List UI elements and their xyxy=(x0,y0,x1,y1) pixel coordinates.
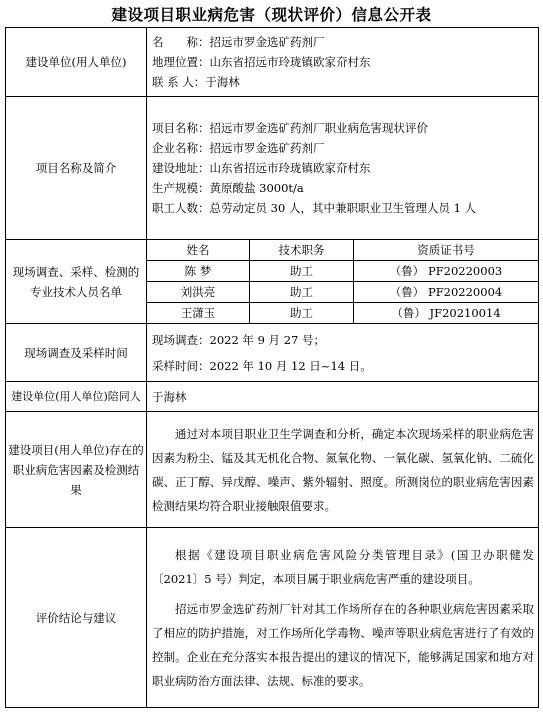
survey-info xyxy=(147,324,539,382)
staff-label: 现场调查、采样、检测的专业技术人员名单 xyxy=(6,240,147,324)
hazards-text: 通过对本项目职业卫生学调查和分析，确定本次现场采样的职业病危害因素为粉尘、锰及其无机化合物、氮氧化物、一氧化碳、氢氧化钠、二硫化碳、正丁醇、异戊醇、噪声、紫外辐射、照度。所测岗位的职业病危害因素检测结果均符合职业接触限值要求。 xyxy=(147,412,539,528)
unit-location: 地理位置：山东省招远市玲珑镇欧家夼村东 xyxy=(152,55,371,69)
conclusion-text: 根据《建设项目职业病危害风险分类管理目录》(国卫办职健发〔2021〕5 号）判定，本项目属于职业病危害严重的建设项目。 招远市罗金选矿药剂厂针对其工作场所存在的各种职业病危害因素采取了相应的防护措施，对工作场所化学毒物、噪声等职业病危害进行了有效的控制。企业在充分落实本报告提出的建议的情况下，能够满足国家和地方对职业病防治方面法律、法规、标准的要求。 xyxy=(147,528,539,708)
project-info xyxy=(147,97,539,240)
staff-header-cert: 资质证书号 xyxy=(354,240,539,261)
unit-name: 名 称：招远市罗金选矿药剂厂 xyxy=(152,35,325,49)
project-address: 建设地址：山东省招远市玲珑镇欧家夼村东 xyxy=(152,161,371,175)
company-name: 企业名称：招远市罗金选矿药剂厂 xyxy=(152,141,325,155)
page-title: 建设项目职业病危害（现状评价）信息公开表 xyxy=(111,6,432,24)
staff-count: 职工人数：总劳动定员 30 人，其中兼职职业卫生管理人员 1 人 xyxy=(152,201,477,215)
info-table xyxy=(5,27,539,708)
unit-contact: 联 系 人：于海林 xyxy=(152,75,240,89)
table-row: 陈 梦 助工 （鲁） PF20220003 xyxy=(6,261,539,282)
table-row: 王潇玉 助工 （鲁） JF20210014 xyxy=(6,303,539,324)
conclusion-label: 评价结论与建议 xyxy=(6,528,147,708)
table-row: 刘洪亮 助工 （鲁） PF20220004 xyxy=(6,282,539,303)
project-name: 项目名称：招远市罗金选矿药剂厂职业病危害现状评价 xyxy=(152,121,428,135)
sampling-date: 采样时间：2022 年 10 月 12 日~14 日。 xyxy=(152,358,372,373)
survey-date: 现场调查：2022 年 9 月 27 号； xyxy=(152,332,325,347)
project-label: 项目名称及简介 xyxy=(6,97,147,240)
unit-label: 建设单位(用人单位) xyxy=(6,28,147,97)
escort-value: 于海林 xyxy=(147,382,539,412)
escort-label: 建设单位(用人单位)陪同人 xyxy=(6,382,147,412)
survey-label: 现场调查及采样时间 xyxy=(6,324,147,382)
hazards-label: 建设项目(用人单位)存在的职业病危害因素及检测结果 xyxy=(6,412,147,528)
production-scale: 生产规模：黄原酸盐 3000t/a xyxy=(152,181,304,195)
staff-header-title: 技术职务 xyxy=(250,240,354,261)
unit-info xyxy=(147,28,539,97)
staff-header-name: 姓名 xyxy=(147,240,250,261)
